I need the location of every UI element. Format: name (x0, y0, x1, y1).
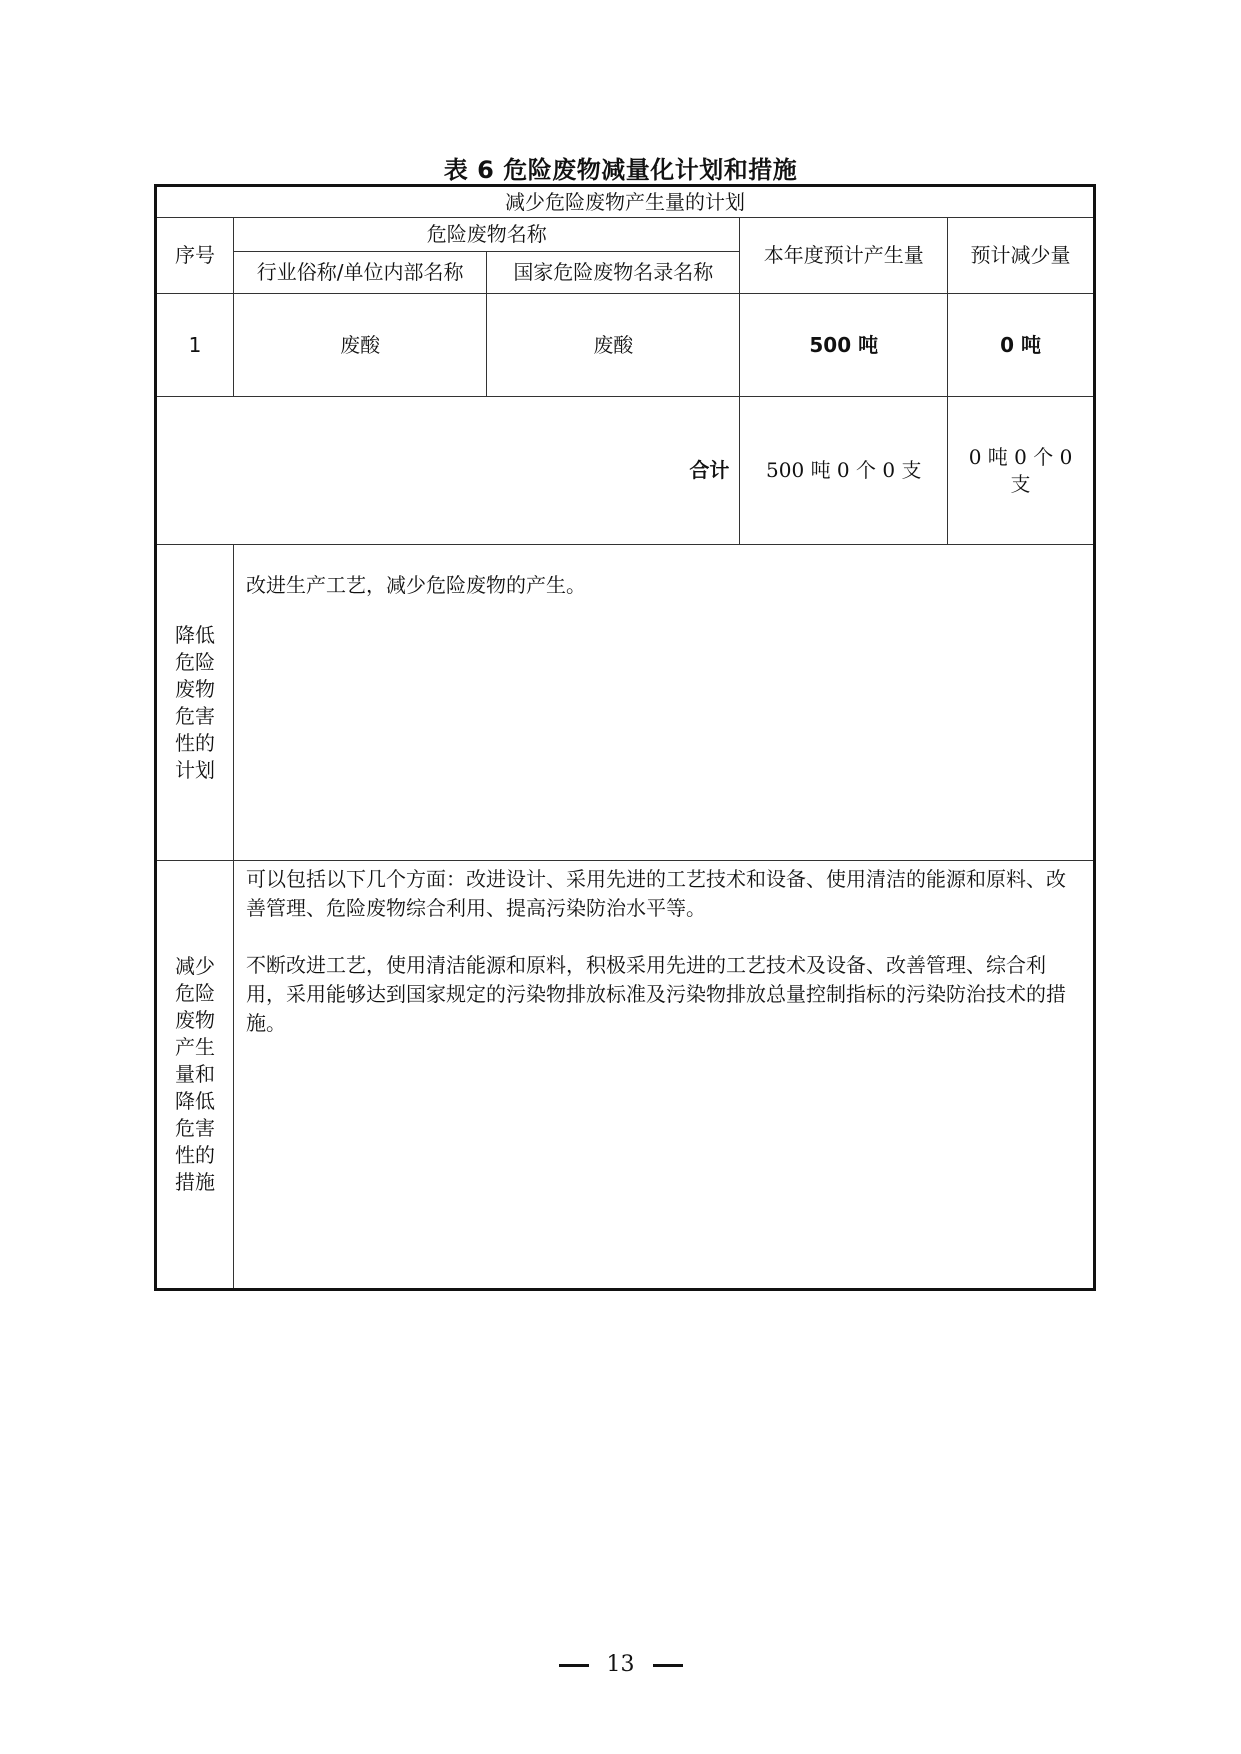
total-reduction (948, 397, 1095, 545)
total-annual-output: 500 吨 0 个 0 支 (740, 397, 948, 545)
col-expected-reduction-header: 预计减少量 (948, 218, 1095, 294)
hazard-plan-paragraph: 改进生产工艺，减少危险废物的产生。 (245, 573, 586, 597)
hazard-plan-row (156, 545, 1095, 861)
row-industry-name: 废酸 (233, 294, 486, 397)
measures-row (156, 861, 1095, 1290)
total-row (156, 397, 1095, 545)
plan-header: 减少危险废物产生量的计划 (156, 186, 1095, 218)
row-expected-reduction: 0 吨 (948, 294, 1095, 397)
hazard-plan-text (233, 545, 1094, 861)
measures-label-line: 性的 (174, 1143, 215, 1167)
measures-label-line: 危险 (174, 981, 215, 1005)
col-annual-output-header: 本年度预计产生量 (740, 218, 948, 294)
col-seq-header: 序号 (156, 218, 234, 294)
footer-dash-right (653, 1664, 683, 1667)
hazard-plan-label-line: 危险 (174, 649, 215, 674)
measures-label-line: 措施 (174, 1170, 215, 1194)
measures-label-line: 减少 (174, 954, 215, 978)
col-waste-name-header: 危险废物名称 (233, 218, 739, 252)
page-number: 13 (606, 1652, 635, 1677)
measures-label-line: 废物 (174, 1008, 215, 1032)
table-title: 表 6 危险废物减量化计划和措施 (443, 156, 798, 184)
measures-paragraph-1: 可以包括以下几个方面：改进设计、采用先进的工艺技术和设备、使用清洁的能源和原料、改善管理、危险废物综合利用、提高污染防治水平等。 (245, 867, 1066, 920)
row-annual-output: 500 吨 (740, 294, 948, 397)
waste-reduction-table (154, 184, 1096, 1291)
col-national-name-header: 国家危险废物名录名称 (487, 252, 740, 294)
total-label: 合计 (156, 397, 740, 545)
table-row (156, 294, 1095, 397)
measures-label-line: 危害 (174, 1116, 215, 1140)
total-reduction-line1: 0 吨 0 个 0 (968, 444, 1073, 469)
hazard-plan-label-line: 危害 (174, 703, 215, 728)
page-footer (0, 1652, 1241, 1677)
hazard-plan-label-line: 降低 (174, 622, 215, 647)
measures-paragraph-2: 不断改进工艺，使用清洁能源和原料，积极采用先进的工艺技术及设备、改善管理、综合利用，采用能够达到国家规定的污染物排放标准及污染物排放总量控制指标的污染防治技术的措施。 (245, 953, 1066, 1035)
measures-label-line: 降低 (174, 1089, 215, 1113)
row-seq: 1 (156, 294, 234, 397)
measures-label (156, 861, 234, 1290)
row-national-name: 废酸 (487, 294, 740, 397)
measures-label-line: 量和 (174, 1062, 215, 1086)
footer-dash-left (559, 1664, 589, 1667)
hazard-plan-label-line: 性的 (174, 730, 215, 755)
hazard-plan-label-line: 废物 (174, 676, 215, 701)
hazard-plan-label (156, 545, 234, 861)
measures-label-line: 产生 (174, 1035, 215, 1059)
measures-text (233, 861, 1094, 1290)
hazard-plan-label-line: 计划 (174, 757, 215, 782)
total-reduction-line2: 支 (1010, 471, 1031, 496)
col-industry-name-header: 行业俗称/单位内部名称 (233, 252, 486, 294)
